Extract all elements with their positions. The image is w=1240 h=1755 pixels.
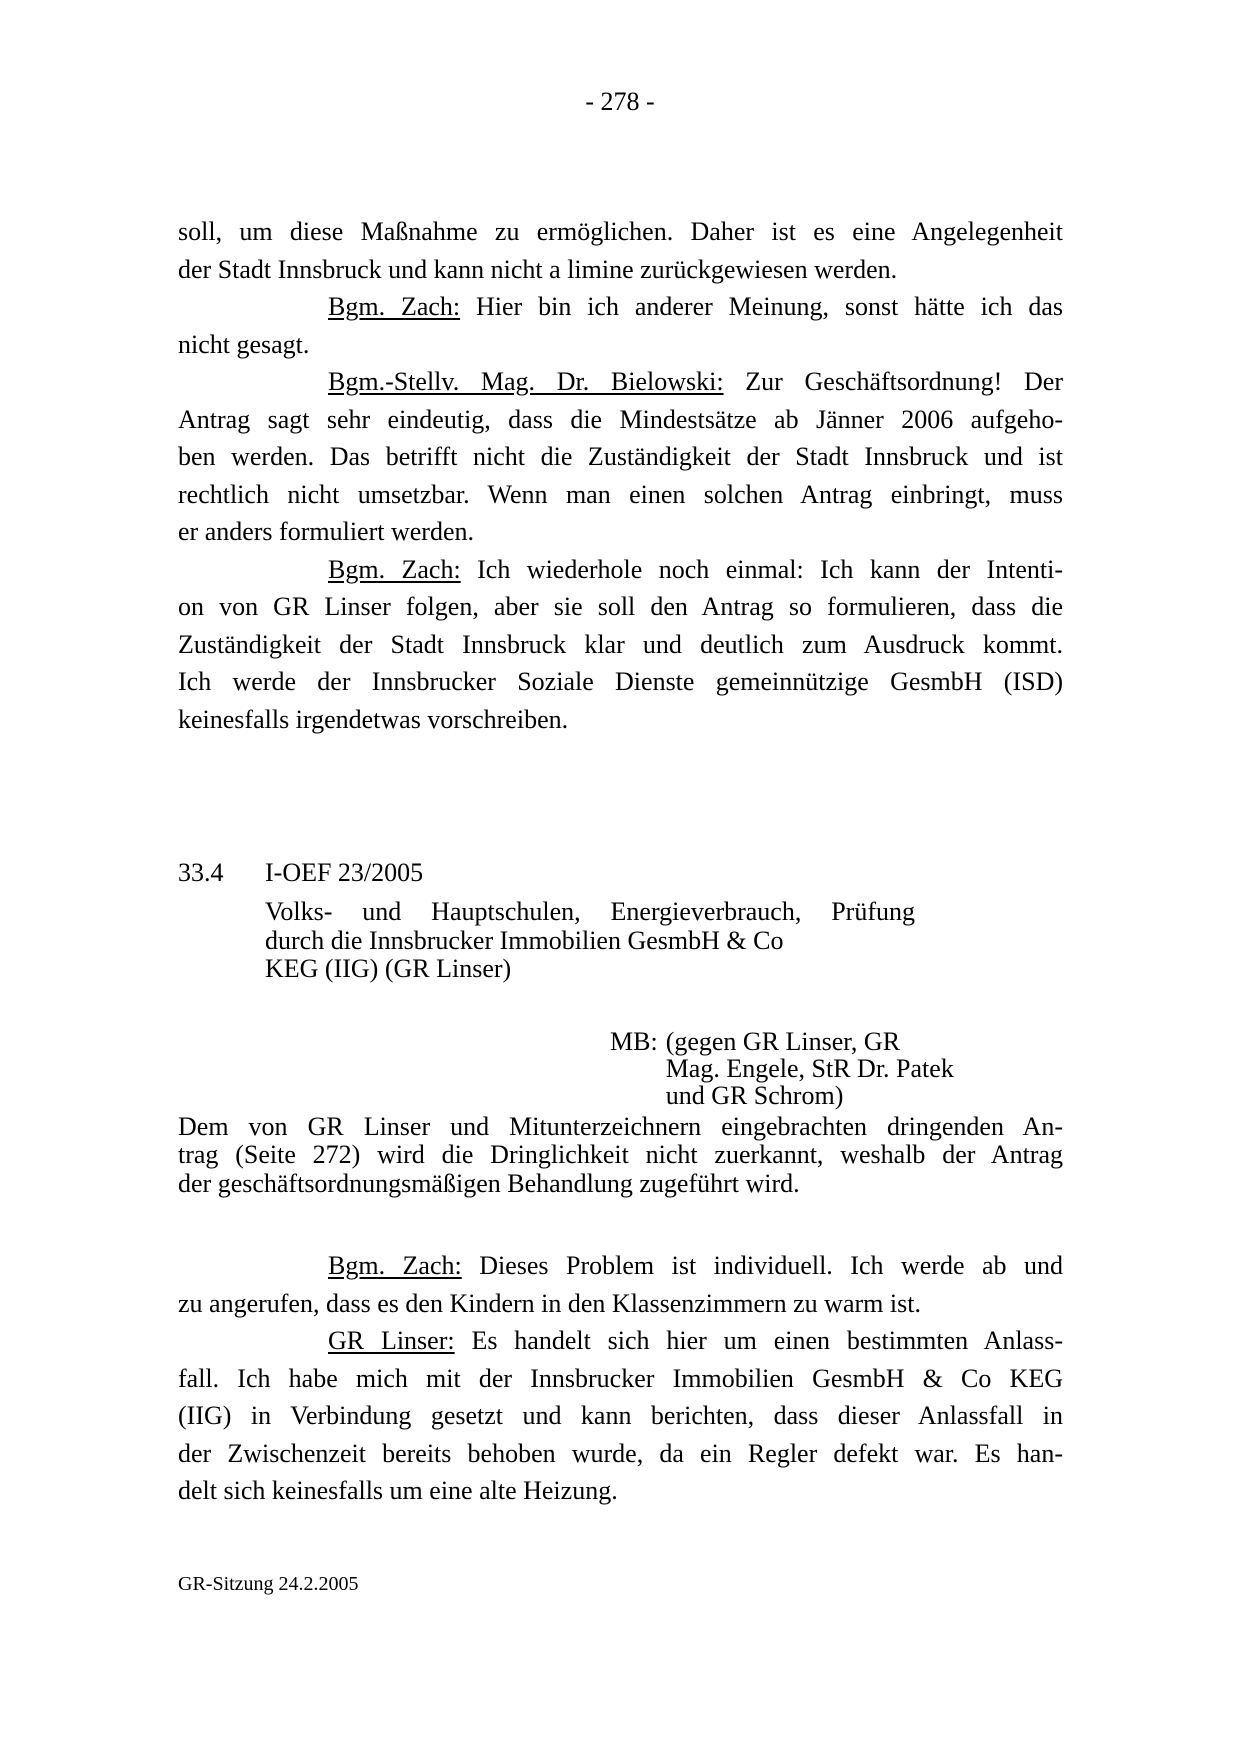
section-heading [178,858,1063,888]
paragraph [178,363,1063,551]
text-line: er anders formuliert werden. [178,517,474,546]
paragraph [178,1247,1063,1322]
text-line: Dem von GR Linser und Mitunterzeichnern eingebrachten dringenden An- [178,1111,1063,1141]
paragraph [178,551,1063,739]
mb-lines [666,1028,954,1109]
speaker-name: Bgm.-Stellv. Mag. Dr. Bielowski: [328,367,724,396]
speaker-name: Bgm. Zach: [328,1251,462,1280]
text-line: der Stadt Innsbruck und kann nicht a limine zurückgewiesen werden. [178,254,898,284]
page-number: - 278 - [585,87,655,116]
text-line: (IIG) in Verbindung gesetzt und kann berichten, dass dieser Anlassfall in [178,1401,1063,1430]
section-number: 33.4 [178,858,224,887]
paragraph [178,213,1063,288]
page-footer [178,1572,1240,1596]
text-line: keinesfalls irgendetwas vorschreiben. [178,704,569,734]
text-line: (gegen GR Linser, GR [665,1026,901,1056]
speaker-name: GR Linser: [328,1326,455,1355]
section-title: I-OEF 23/2005 [265,858,424,887]
text-line: Mag. Engele, StR Dr. Patek [665,1053,954,1083]
text-line: Bgm. Zach: Dieses Problem ist individuell. Ich werde ab und [328,1251,1063,1280]
text-line: Zuständigkeit der Stadt Innsbruck klar und deutlich zum Ausdruck kommt. [178,629,1063,659]
mb-label: MB: [610,1026,658,1056]
text-line: GR Linser: Es handelt sich hier um einen bestimmten Anlass- [328,1326,1063,1355]
text-line: Bgm.-Stellv. Mag. Dr. Bielowski: Zur Geschäftsordnung! Der [328,367,1063,396]
speaker-name: Bgm. Zach: [328,554,461,584]
text-line: Bgm. Zach: Hier bin ich anderer Meinung, sonst hätte ich das [328,292,1063,321]
text-line: der geschäftsordnungsmäßigen Behandlung zugeführt wird. [178,1168,800,1198]
motion-note-block [610,1028,1063,1109]
text-line: zu angerufen, dass es den Kindern in den Klassenzimmern zu warm ist. [178,1288,921,1318]
text-line: Antrag sagt sehr eindeutig, dass die Mindestsätze ab Jänner 2006 aufgeho- [178,404,1063,434]
paragraph [178,288,1063,363]
text-line: Bgm. Zach: Ich wiederhole noch einmal: Ich kann der Intenti- [328,554,1063,584]
text-line: on von GR Linser folgen, aber sie soll den Antrag so formulieren, dass die [178,592,1063,621]
text-line: ben werden. Das betrifft nicht die Zuständigkeit der Stadt Innsbruck und ist [178,442,1063,471]
text-line: rechtlich nicht umsetzbar. Wenn man einen solchen Antrag einbringt, muss [178,479,1063,509]
text-line: Ich werde der Innsbrucker Soziale Dienste gemeinnützige GesmbH (ISD) [178,667,1063,696]
text-line: KEG (IIG) (GR Linser) [265,954,512,983]
text-line: und GR Schrom) [665,1080,844,1110]
speaker-name: Bgm. Zach: [328,292,461,321]
footer-session-label: GR-Sitzung 24.2.2005 [178,1572,359,1595]
text-line: der Zwischenzeit bereits behoben wurde, da ein Regler defekt war. Es han- [178,1438,1063,1468]
document-body [178,213,1063,1510]
paragraph [178,1322,1063,1510]
page-header [0,0,1240,118]
paragraph [178,1113,1063,1199]
text-line: Volks- und Hauptschulen, Energieverbrauch, Prüfung [265,897,915,926]
text-line: nicht gesagt. [178,329,310,359]
text-line: fall. Ich habe mich mit der Innsbrucker Immobilien GesmbH & Co KEG [178,1363,1063,1393]
text-line: trag (Seite 272) wird die Dringlichkeit nicht zuerkannt, weshalb der Antrag [178,1140,1063,1169]
text-line: soll, um diese Maßnahme zu ermöglichen. Daher ist es eine Angelegenheit [178,217,1063,246]
section-subtitle [265,898,915,984]
text-line: delt sich keinesfalls um eine alte Heizung. [178,1476,618,1505]
text-line: durch die Innsbrucker Immobilien GesmbH & Co [265,925,784,955]
